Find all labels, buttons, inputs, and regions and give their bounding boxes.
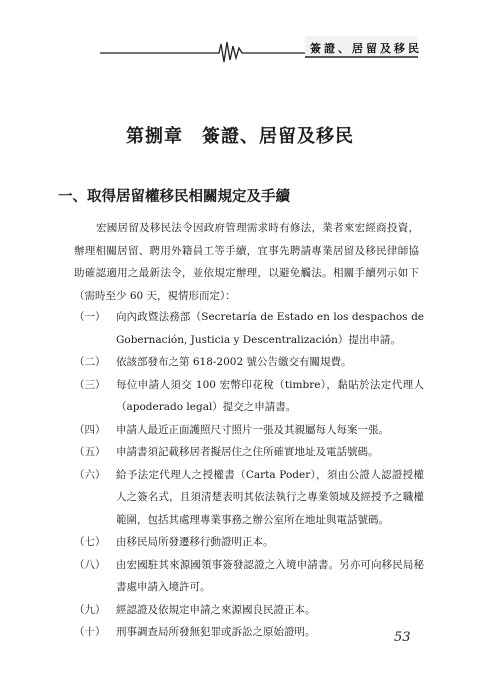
list-item-number: （十）	[74, 626, 106, 638]
list-item-text: 經認證及依規定申請之來源國良民證正本。	[116, 603, 316, 616]
list-item-number: （三）	[74, 378, 106, 391]
page-number: 53	[394, 630, 411, 645]
chapter-title: 第捌章 簽證、居留及移民	[126, 126, 354, 147]
list-item-number: （六）	[74, 468, 106, 481]
list-item	[74, 621, 424, 644]
list-item-number: （七）	[74, 536, 106, 548]
list-item-text: 給予法定代理人之授權書（Carta Poder），須由公證人認證授權人之簽名式，且須清楚表明其依法執行之專業領域及經授予之職權範圍，包括其處理專業事務之辦公室所在地址與電話號碼。	[116, 468, 424, 526]
list-item-text: 由宏國駐其來源國領事簽發認證之入境申請書。另亦可向移民局秘書處申請入境許可。	[116, 558, 424, 593]
list-item	[74, 464, 424, 532]
list-item-number: （二）	[74, 356, 106, 368]
list-item	[74, 599, 424, 622]
list-item-number: （五）	[74, 446, 106, 458]
intro-paragraph: 宏國居留及移民法令因政府管理需求時有修法，業者來宏經商投資，辦理相關居留、聘用外籍員工等手續，宜事先聘請專業居留及移民律師協助確認適用之最新法令，並依規定辦理，以避免觸法。相關手續列示如下（需時至少 60 天，視情形而定）：	[74, 222, 419, 302]
list-item-text: 向內政暨法務部（Secretaría de Estado en los despachos de Gobernación, Justicia y Descentralización）提出申請。	[116, 311, 424, 346]
running-title: 簽證、居留及移民	[310, 42, 422, 55]
list-item	[74, 554, 424, 599]
list-item	[74, 374, 424, 419]
list-item-text: 刑事調查局所發無犯罪或訴訟之原始證明。	[116, 626, 316, 638]
list-item	[74, 306, 424, 351]
list-item-text: 依該部發布之第 618-2002 號公告繳交有關規費。	[116, 356, 352, 368]
section-heading: 一、取得居留權移民相關規定及手續	[58, 188, 290, 205]
list-item-text: 申請人最近正面護照尺寸照片一張及其親屬每人每案一張。	[116, 423, 389, 436]
list-item	[74, 441, 424, 464]
list-item	[74, 531, 424, 554]
list-item-number: （四）	[74, 423, 106, 436]
procedure-list	[74, 306, 424, 644]
list-item-text: 每位申請人須交 100 宏幣印花稅（timbre），黏貼於法定代理人（apoderado legal）提交之申請書。	[116, 378, 424, 413]
list-item-text: 申請書須記載移居者擬居住之住所確實地址及電話號碼。	[116, 446, 379, 458]
list-item-number: （八）	[74, 558, 106, 571]
list-item	[74, 419, 424, 442]
list-item-number: （九）	[74, 603, 106, 616]
list-item-text: 由移民局所發遷移行動證明正本。	[116, 536, 274, 548]
list-item-number: （一）	[74, 311, 106, 323]
list-item	[74, 351, 424, 374]
running-header	[0, 36, 480, 64]
